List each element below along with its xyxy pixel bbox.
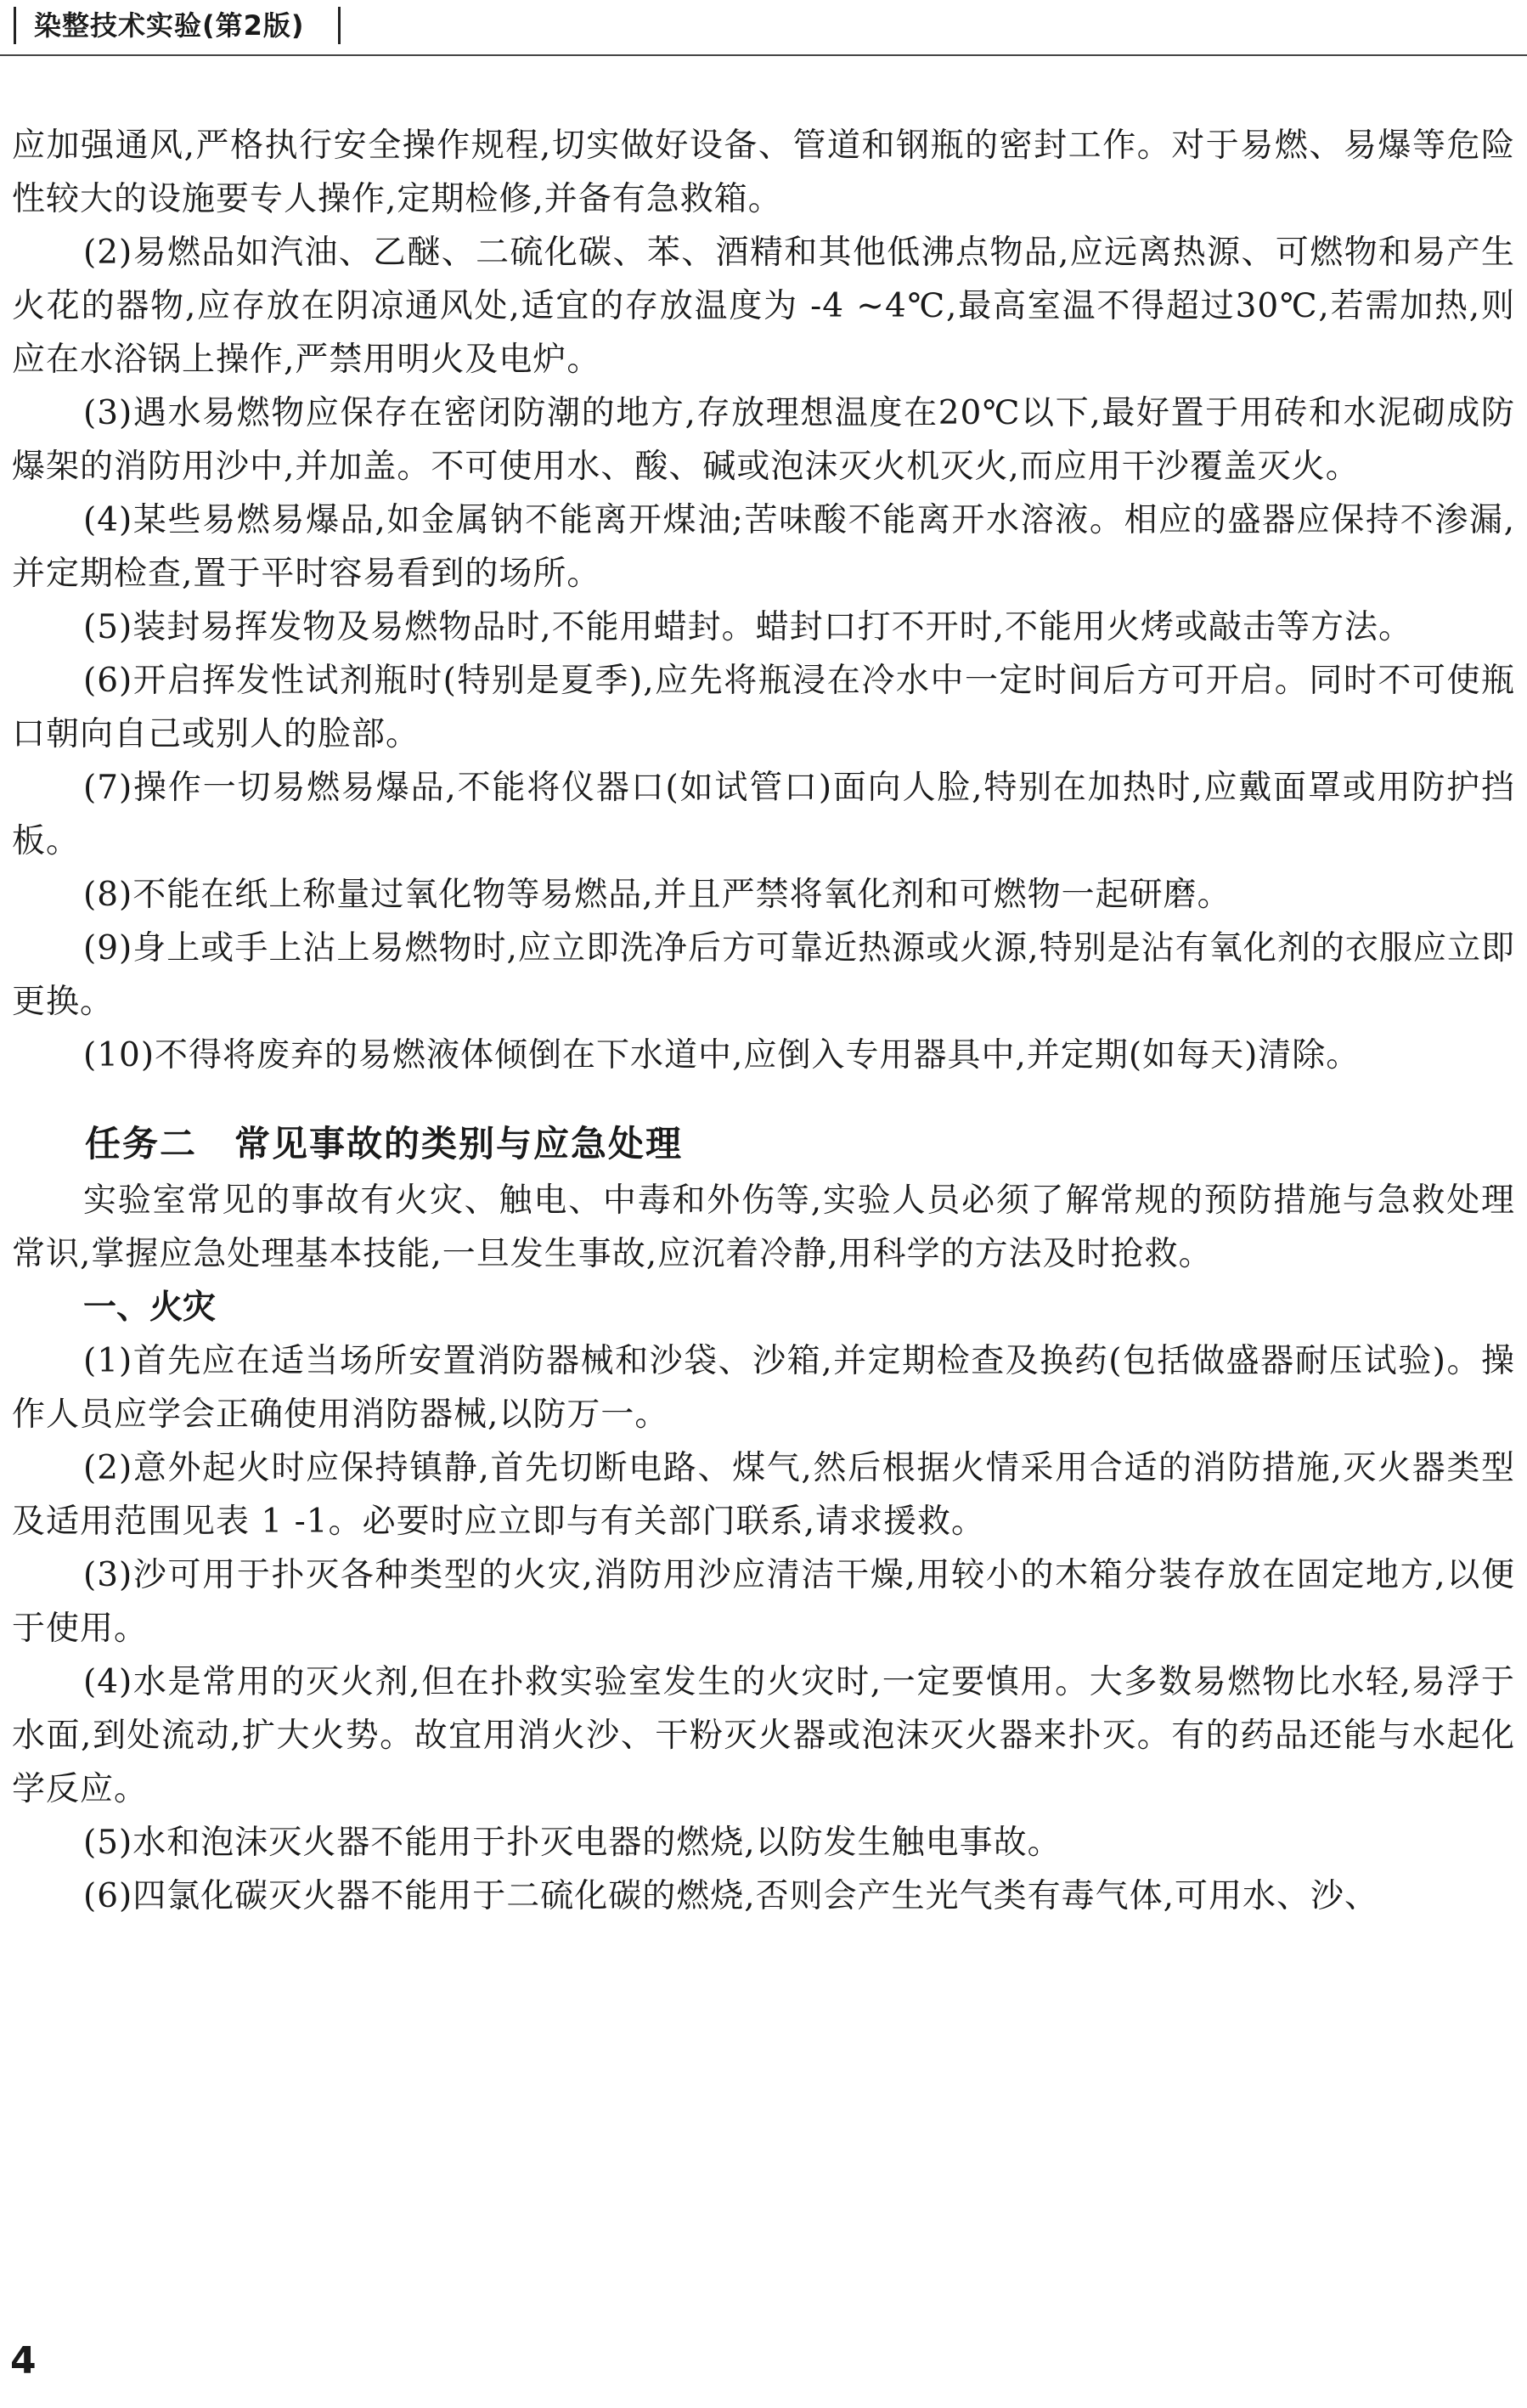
paragraph-item-8: (8)不能在纸上称量过氧化物等易燃品,并且严禁将氧化剂和可燃物一起研磨。 [83, 876, 1231, 914]
paragraph-item-2: (2)易燃品如汽油、乙醚、二硫化碳、苯、酒精和其他低沸点物品,应远离热源、可燃物和易产生火花的器物,应存放在阴凉通风处,适宜的存放温度为 -4 ~4℃,最高室温不得超过30℃,若需加热,则应在水浴锅上操作,严禁用明火及电炉。 [12, 234, 1515, 379]
header-divider-right [338, 7, 341, 44]
paragraph-continued: 应加强通风,严格执行安全操作规程,切实做好设备、管道和钢瓶的密封工作。对于易燃、易爆等危险性较大的设施要专人操作,定期检修,并备有急救箱。 [12, 127, 1515, 218]
section-title: 常见事故的类别与应急处理 [234, 1123, 684, 1165]
fire-paragraph-3: (3)沙可用于扑灭各种类型的火灾,消防用沙应清洁干燥,用较小的木箱分装存放在固定地方,以便于使用。 [12, 1556, 1515, 1648]
paragraph-item-4: (4)某些易燃易爆品,如金属钠不能离开煤油;苦味酸不能离开水溶液。相应的盛器应保持不渗漏,并定期检查,置于平时容易看到的场所。 [12, 501, 1515, 593]
section-heading [0, 1114, 1527, 1174]
paragraph-item-9: (9)身上或手上沾上易燃物时,应立即洗净后方可靠近热源或火源,特别是沾有氧化剂的衣服应立即更换。 [12, 929, 1515, 1021]
paragraph-item-5: (5)装封易挥发物及易燃物品时,不能用蜡封。蜡封口打不开时,不能用火烤或敲击等方法。 [83, 608, 1413, 646]
fire-paragraph-5: (5)水和泡沫灭火器不能用于扑灭电器的燃烧,以防发生触电事故。 [83, 1824, 1062, 1862]
subsection-heading-fire: 一、火灾 [83, 1289, 217, 1327]
fire-paragraph-1: (1)首先应在适当场所安置消防器械和沙袋、沙箱,并定期检查及换药(包括做盛器耐压试验)。操作人员应学会正确使用消防器械,以防万一。 [12, 1342, 1515, 1434]
book-title: 染整技术实验(第2版) [34, 9, 305, 42]
fire-paragraph-6: (6)四氯化碳灭火器不能用于二硫化碳的燃烧,否则会产生光气类有毒气体,可用水、沙、 [83, 1877, 1379, 1915]
running-header [0, 0, 1527, 56]
fire-paragraph-4: (4)水是常用的灭火剂,但在扑救实验室发生的火灾时,一定要慎用。大多数易燃物比水轻,易浮于水面,到处流动,扩大火势。故宜用消火沙、干粉灭火器或泡沫灭火器来扑灭。有的药品还能与水起化学反应。 [12, 1663, 1515, 1808]
paragraph-item-10: (10)不得将废弃的易燃液体倾倒在下水道中,应倒入专用器具中,并定期(如每天)清除。 [83, 1036, 1361, 1074]
header-divider-left [14, 7, 16, 44]
header-rule [0, 54, 1527, 56]
page-number: 4 [10, 2339, 37, 2383]
paragraph-item-7: (7)操作一切易燃易爆品,不能将仪器口(如试管口)面向人脸,特别在加热时,应戴面罩或用防护挡板。 [12, 769, 1515, 860]
fire-paragraph-2: (2)意外起火时应保持镇静,首先切断电路、煤气,然后根据火情采用合适的消防措施,灭火器类型及适用范围见表 1 -1。必要时应立即与有关部门联系,请求援救。 [12, 1449, 1515, 1541]
paragraph-item-6: (6)开启挥发性试剂瓶时(特别是夏季),应先将瓶浸在冷水中一定时间后方可开启。同时不可使瓶口朝向自己或别人的脸部。 [12, 662, 1515, 753]
page-body [0, 119, 1527, 1923]
section-number: 任务二 [85, 1123, 198, 1165]
paragraph-item-3: (3)遇水易燃物应保存在密闭防潮的地方,存放理想温度在20℃以下,最好置于用砖和水泥砌成防爆架的消防用沙中,并加盖。不可使用水、酸、碱或泡沫灭火机灭火,而应用干沙覆盖灭火。 [12, 394, 1515, 486]
section-intro: 实验室常见的事故有火灾、触电、中毒和外伤等,实验人员必须了解常规的预防措施与急救处理常识,掌握应急处理基本技能,一旦发生事故,应沉着冷静,用科学的方法及时抢救。 [12, 1181, 1515, 1273]
